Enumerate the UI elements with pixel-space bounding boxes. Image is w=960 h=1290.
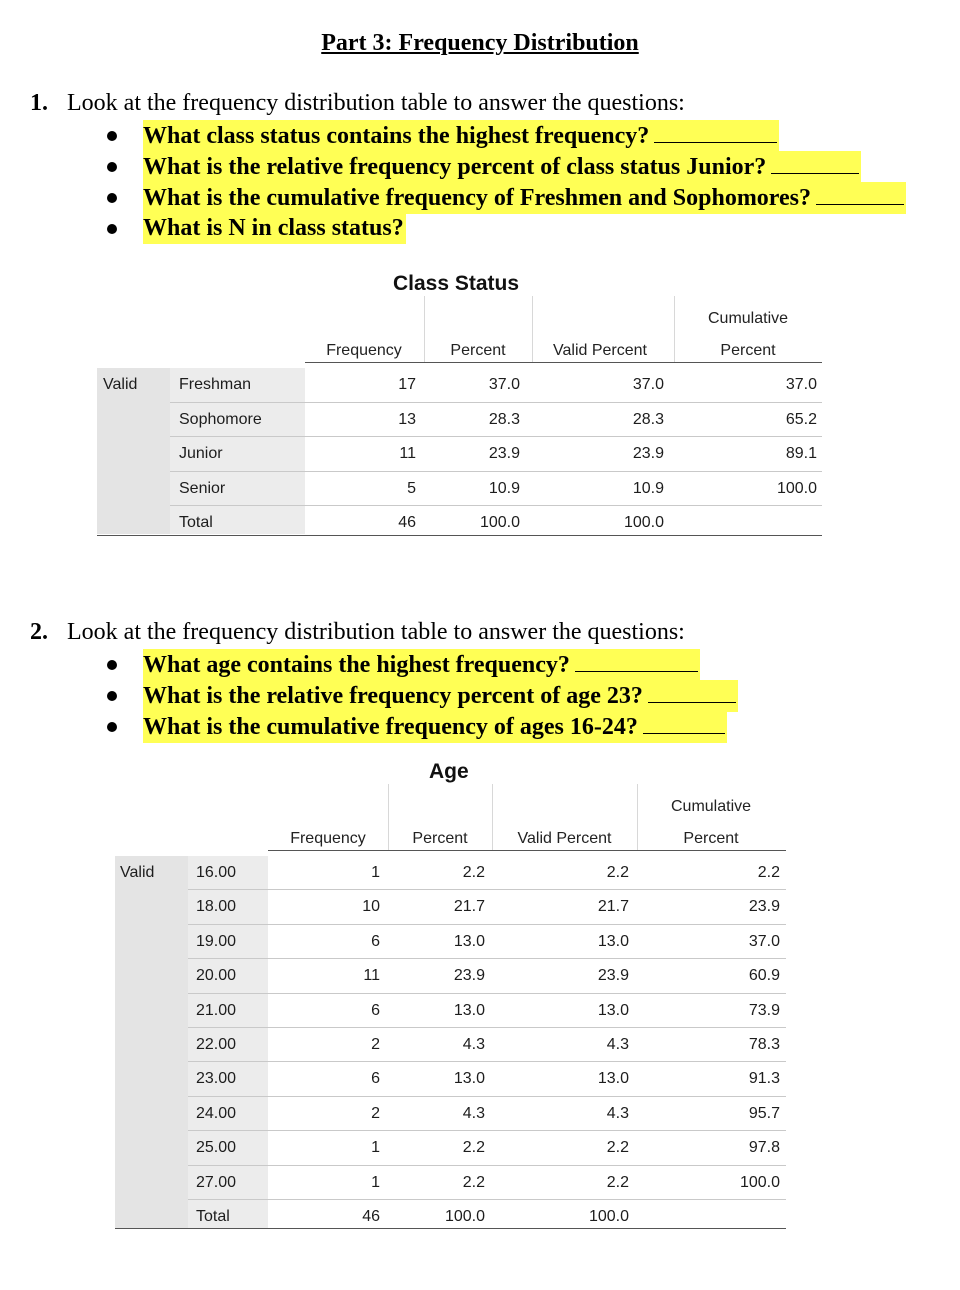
valid-label: Valid	[120, 864, 155, 881]
row-divider	[188, 1130, 786, 1131]
cell-cumulative-percent: 95.7	[748, 1104, 780, 1122]
cell-percent: 23.9	[453, 967, 485, 985]
row-divider	[188, 958, 786, 959]
row-divider	[188, 1199, 786, 1200]
row-category: Sophomore	[179, 410, 262, 428]
cell-valid-percent: 23.9	[632, 445, 664, 462]
cell-frequency: 46	[398, 514, 416, 531]
cell-percent: 2.2	[462, 864, 485, 881]
cell-valid-percent: 100.0	[623, 514, 664, 531]
cell-valid-percent: 2.2	[606, 864, 629, 881]
cell-percent: 13.0	[453, 932, 485, 950]
cell-percent: 2.2	[462, 1139, 485, 1157]
table-title: Age	[429, 760, 469, 783]
cell-valid-percent: 21.7	[597, 898, 629, 916]
cell-frequency: 13	[398, 410, 416, 428]
question-2-text: Look at the frequency distribution table to answer the questions:	[67, 619, 685, 645]
cell-percent: 4.3	[462, 1036, 485, 1053]
cell-cumulative-percent: 2.2	[757, 864, 780, 881]
row-group-bg	[115, 856, 188, 1228]
valid-label: Valid	[103, 376, 138, 393]
row-category: 16.00	[196, 864, 237, 881]
cell-percent: 13.0	[453, 1001, 485, 1019]
cell-valid-percent: 10.9	[632, 479, 664, 497]
header-cumulative-percent: Percent	[720, 342, 776, 359]
row-category: Junior	[179, 445, 223, 462]
cell-cumulative-percent: 60.9	[748, 967, 780, 985]
row-category: 23.00	[196, 1070, 237, 1088]
header-cumulative: Cumulative	[707, 310, 789, 327]
header-frequency: Frequency	[290, 830, 366, 847]
cell-percent: 10.9	[488, 479, 520, 497]
cell-cumulative-percent: 97.8	[748, 1139, 780, 1157]
cell-valid-percent: 4.3	[606, 1104, 629, 1122]
row-divider	[188, 889, 786, 890]
cell-cumulative-percent: 65.2	[785, 410, 817, 428]
row-category: Total	[179, 514, 213, 531]
cell-cumulative-percent: 78.3	[748, 1036, 780, 1053]
cell-frequency: 1	[371, 1139, 380, 1157]
cell-frequency: 2	[371, 1104, 380, 1122]
cell-percent: 37.0	[488, 376, 520, 393]
cell-frequency: 5	[407, 479, 416, 497]
cell-frequency: 11	[363, 967, 380, 985]
cell-cumulative-percent: 89.1	[785, 445, 817, 462]
cell-frequency: 10	[362, 898, 380, 916]
row-category: 25.00	[196, 1139, 237, 1157]
cell-cumulative-percent: 73.9	[748, 1001, 780, 1019]
cell-frequency: 2	[371, 1036, 380, 1053]
row-category: 19.00	[196, 932, 237, 950]
cell-cumulative-percent: 100.0	[739, 1173, 780, 1191]
cell-valid-percent: 2.2	[606, 1173, 629, 1191]
header-valid-percent: Valid Percent	[553, 342, 647, 359]
header-frequency: Frequency	[326, 342, 402, 359]
cell-valid-percent: 4.3	[606, 1036, 629, 1053]
cell-percent: 4.3	[462, 1104, 485, 1122]
cell-percent: 21.7	[453, 898, 485, 916]
cell-frequency: 1	[371, 1173, 380, 1191]
row-category: 27.00	[196, 1173, 237, 1191]
header-valid-percent: Valid Percent	[517, 830, 612, 847]
cell-frequency: 6	[371, 1001, 380, 1019]
row-divider	[188, 993, 786, 994]
header-cumulative-percent: Percent	[683, 830, 739, 847]
cell-valid-percent: 2.2	[606, 1139, 629, 1157]
row-divider	[188, 1027, 786, 1028]
cell-frequency: 11	[399, 445, 416, 462]
row-divider	[188, 1061, 786, 1062]
header-percent: Percent	[412, 830, 468, 847]
cell-percent: 2.2	[462, 1173, 485, 1191]
cell-cumulative-percent: 23.9	[748, 898, 780, 916]
cell-valid-percent: 13.0	[597, 1001, 629, 1019]
row-category: Senior	[179, 479, 226, 497]
table-title: Class Status	[393, 272, 520, 295]
cell-cumulative-percent: 91.3	[748, 1070, 780, 1088]
cell-percent: 13.0	[453, 1070, 485, 1088]
cell-valid-percent: 28.3	[632, 410, 664, 428]
cell-percent: 100.0	[479, 514, 520, 531]
cell-frequency: 17	[398, 376, 416, 393]
row-divider	[188, 924, 786, 925]
cell-frequency: 46	[362, 1208, 380, 1225]
cell-percent: 28.3	[488, 410, 520, 428]
question-1-number: 1.	[30, 90, 48, 116]
row-divider	[188, 1165, 786, 1166]
header-percent: Percent	[450, 342, 506, 359]
question-2-number: 2.	[30, 619, 48, 645]
page-title: Part 3: Frequency Distribution	[321, 30, 639, 56]
header-cumulative: Cumulative	[670, 798, 752, 815]
cell-cumulative-percent: 100.0	[776, 479, 817, 497]
cell-frequency: 1	[371, 864, 380, 881]
cell-frequency: 6	[371, 1070, 380, 1088]
cell-percent: 100.0	[444, 1208, 485, 1225]
cell-percent: 23.9	[488, 445, 520, 462]
cell-valid-percent: 100.0	[588, 1208, 629, 1225]
row-category: 21.00	[196, 1001, 237, 1019]
row-divider	[188, 1096, 786, 1097]
cell-cumulative-percent: 37.0	[785, 376, 817, 393]
row-category: 18.00	[196, 898, 237, 916]
row-category: 22.00	[196, 1036, 237, 1053]
row-category: Total	[196, 1208, 230, 1225]
cell-valid-percent: 13.0	[597, 932, 629, 950]
row-category: 24.00	[196, 1104, 237, 1122]
row-category: 20.00	[196, 967, 237, 985]
cell-valid-percent: 37.0	[632, 376, 664, 393]
cell-cumulative-percent: 37.0	[748, 932, 780, 950]
cell-valid-percent: 13.0	[597, 1070, 629, 1088]
cell-valid-percent: 23.9	[597, 967, 629, 985]
cell-frequency: 6	[371, 932, 380, 950]
row-category: Freshman	[179, 376, 252, 393]
question-1-text: Look at the frequency distribution table to answer the questions:	[67, 90, 685, 116]
